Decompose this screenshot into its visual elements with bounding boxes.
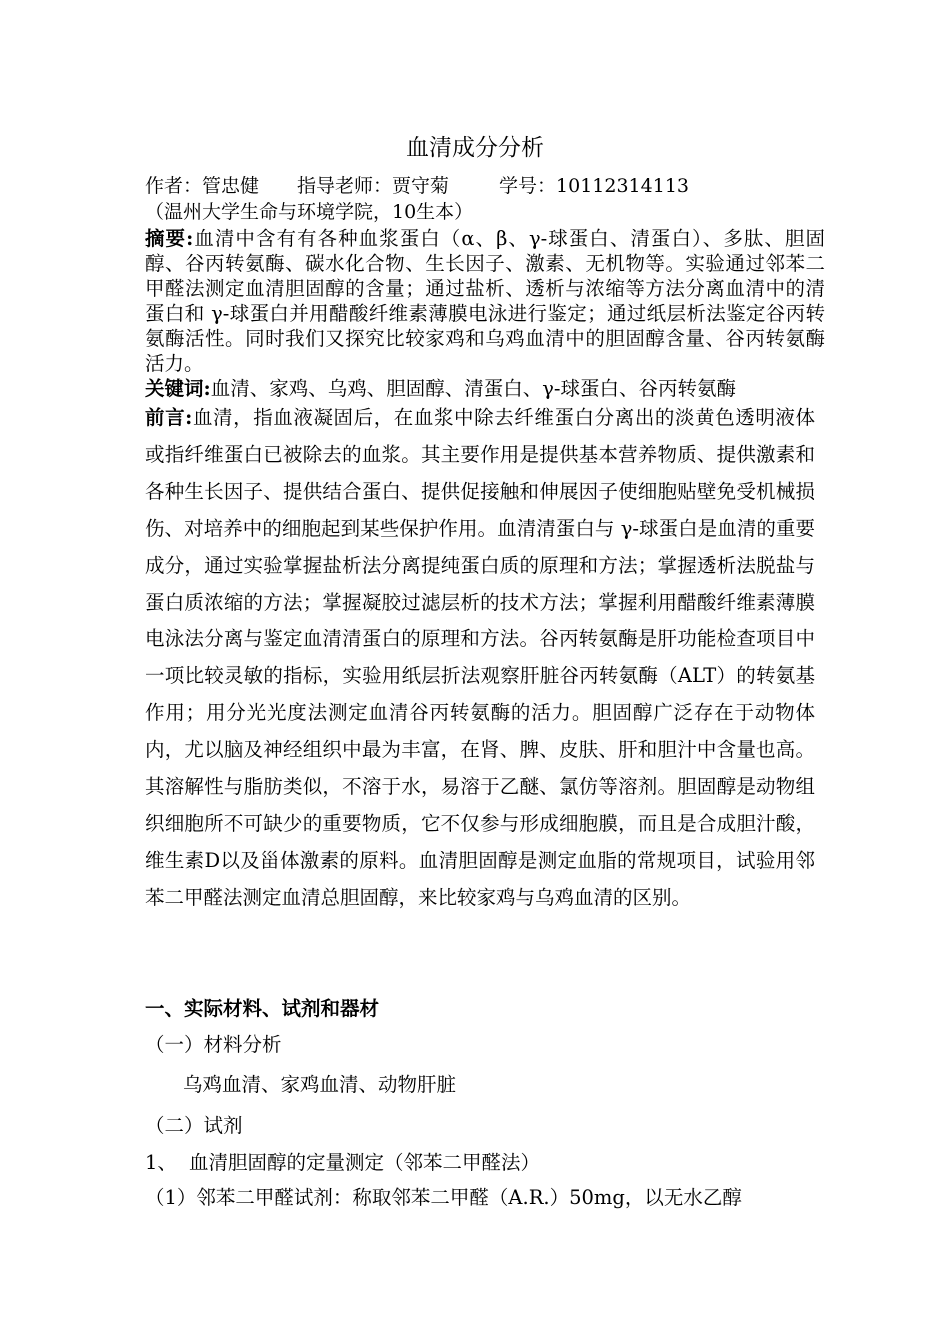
subsection-materials-heading: （一）材料分析 <box>145 1033 282 1056</box>
abstract-label: 摘要: <box>145 227 194 250</box>
author-line <box>145 174 689 198</box>
affiliation: （温州大学生命与环境学院，10生本） <box>145 201 474 223</box>
materials-list: 乌鸡血清、家鸡血清、动物肝脏 <box>183 1073 457 1096</box>
introduction-label: 前言: <box>145 406 193 429</box>
reagent-item-1 <box>145 1150 540 1176</box>
introduction-text: 血清，指血液凝固后，在血浆中除去纤维蛋白分离出的淡黄色透明液体或指纤维蛋白已被除去的血浆。其主要作用是提供基本营养物质、提供激素和各种生长因子、提供结合蛋白、提供促接触和伸展因子使细胞贴壁免受机械损伤、对培养中的细胞起到某些保护作用。血清清蛋白与 γ-球蛋白是血清的重要成分，通过实验掌握盐析法分离提纯蛋白质的原理和方法；掌握透析法脱盐与蛋白质浓缩的方法；掌握凝胶过滤层析的技术方法；掌握利用醋酸纤维素薄膜电泳法分离与鉴定血清清蛋白的原理和方法。谷丙转氨酶是肝功能检查项目中一项比较灵敏的指标，实验用纸层折法观察肝脏谷丙转氨酶（ALT）的转氨基作用；用分光光度法测定血清谷丙转氨酶的活力。胆固醇广泛存在于动物体内，尤以脑及神经组织中最为丰富，在肾、脾、皮肤、肝和胆汁中含量也高。其溶解性与脂肪类似，不溶于水，易溶于乙醚、氯仿等溶剂。胆固醇是动物组织细胞所不可缺少的重要物质，它不仅参与形成细胞膜，而且是合成胆汁酸，维生素D以及甾体激素的原料。血清胆固醇是测定血脂的常规项目，试验用邻苯二甲醛法测定血清总胆固醇，来比较家鸡与乌鸡血清的区别。 <box>145 406 815 909</box>
keywords-label: 关键词: <box>145 377 211 400</box>
author: 作者：管忠健 <box>145 175 260 197</box>
advisor: 指导老师：贾守菊 <box>297 175 450 197</box>
abstract-paragraph <box>145 226 825 376</box>
subsection-reagents-heading: （二）试剂 <box>145 1114 243 1137</box>
item-number: 1、 <box>145 1151 177 1174</box>
keywords-text: 血清、家鸡、乌鸡、胆固醇、清蛋白、γ-球蛋白、谷丙转氨酶 <box>210 377 736 400</box>
document-title: 血清成分分析 <box>406 135 544 161</box>
reagent-subitem-1: （1）邻苯二甲醛试剂：称取邻苯二甲醛（A.R.）50mg，以无水乙醇 <box>145 1186 742 1209</box>
item-text: 血清胆固醇的定量测定（邻苯二甲醛法） <box>189 1151 541 1174</box>
keywords-line <box>145 376 825 401</box>
introduction-paragraph <box>145 400 815 917</box>
section-heading: 一、实际材料、试剂和器材 <box>145 997 380 1020</box>
student-id: 学号：10112314113 <box>499 175 690 197</box>
abstract-text: 血清中含有有各种血浆蛋白（α、β、γ-球蛋白、清蛋白）、多肽、胆固醇、谷丙转氨酶、碳水化合物、生长因子、激素、无机物等。实验通过邻苯二甲醛法测定血清胆固醇的含量；通过盐析、透析与浓缩等方法分离血清中的清蛋白和 γ-球蛋白并用醋酸纤维素薄膜电泳进行鉴定；通过纸层析法鉴定谷丙转氨酶活性。同时我们又探究比较家鸡和乌鸡血清中的胆固醇含量、谷丙转氨酶活力。 <box>145 227 825 375</box>
